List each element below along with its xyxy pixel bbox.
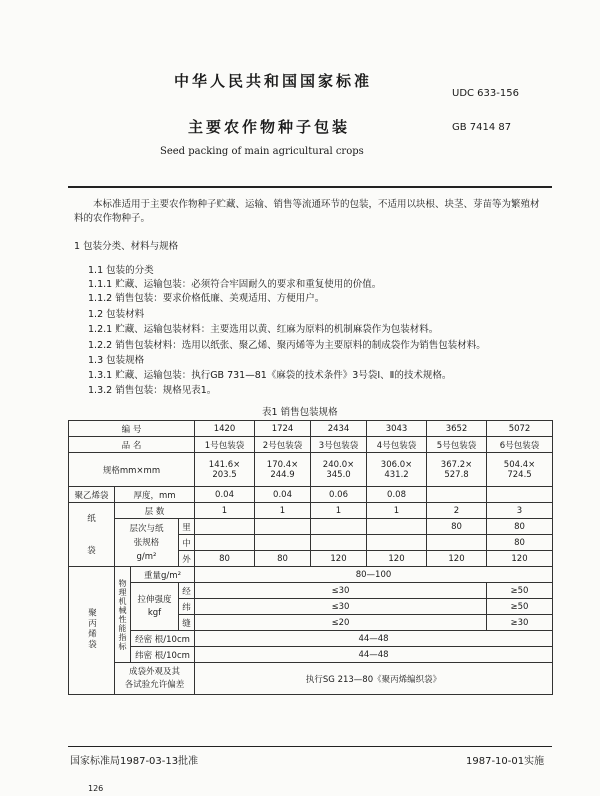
inner-cell xyxy=(255,519,311,535)
inner-cell xyxy=(367,519,427,535)
name-cell: 4号包装袋 xyxy=(367,437,427,453)
code-cell: 5072 xyxy=(487,421,553,437)
outer-cell: 120 xyxy=(487,551,553,567)
layers-cell: 1 xyxy=(311,503,367,519)
standard-title: 主要农作物种子包装 xyxy=(188,118,351,136)
name-cell: 5号包装袋 xyxy=(427,437,487,453)
thickness-cell xyxy=(487,487,553,503)
seam-value-6: ≥30 xyxy=(487,615,553,631)
table-row xyxy=(69,631,553,647)
weft-density-label: 纬密 根/10cm xyxy=(131,647,195,663)
table-row xyxy=(69,583,553,599)
paper-spec-label: 层次与纸 张规格 g/m² xyxy=(115,519,179,567)
code-cell: 1420 xyxy=(195,421,255,437)
section-1-3: 1.3 包装规格 xyxy=(88,355,145,366)
outer-cell: 80 xyxy=(255,551,311,567)
udc-code: UDC 633-156 xyxy=(452,88,519,99)
inner-cell: 80 xyxy=(487,519,553,535)
section-1-1-1: 1.1.1 贮藏、运输包装：必须符合牢固耐久的要求和重复使用的价值。 xyxy=(88,279,382,290)
size-cell: 240.0× 345.0 xyxy=(311,453,367,487)
english-title: Seed packing of main agricultural crops xyxy=(160,146,364,157)
table-row xyxy=(69,503,553,519)
table-row xyxy=(69,519,553,535)
table-row xyxy=(69,421,553,437)
section-1-2-2: 1.2.2 销售包装材料：选用以纸张、聚乙烯、聚丙烯等为主要原料的制成袋作为销售包装材料。 xyxy=(88,340,486,351)
middle-layer-label: 中 xyxy=(179,535,195,551)
table-row xyxy=(69,453,553,487)
size-cell: 367.2× 527.8 xyxy=(427,453,487,487)
issued-date: 国家标准局1987-03-13批准 xyxy=(70,756,199,767)
layers-cell: 3 xyxy=(487,503,553,519)
weight-label: 重量g/m² xyxy=(131,567,195,583)
code-label: 编 号 xyxy=(69,421,195,437)
inner-layer-label: 里 xyxy=(179,519,195,535)
thickness-cell: 0.08 xyxy=(367,487,427,503)
pe-bag-label: 聚乙烯袋 xyxy=(69,487,115,503)
table-row xyxy=(69,567,553,583)
outer-layer-label: 外 xyxy=(179,551,195,567)
outer-cell: 120 xyxy=(367,551,427,567)
intro-paragraph: 本标准适用于主要农作物种子贮藏、运输、销售等流通环节的包装，不适用以块根、块茎、芽苗等为繁殖材料的农作物种子。 xyxy=(74,199,540,224)
section-1-1-2: 1.1.2 销售包装：要求价格低廉、美观适用、方便用户。 xyxy=(88,293,325,304)
thickness-label: 厚度，mm xyxy=(115,487,195,503)
warp-density-value: 44—48 xyxy=(195,631,553,647)
warp-density-label: 经密 根/10cm xyxy=(131,631,195,647)
table-row xyxy=(69,663,553,695)
inner-cell: 80 xyxy=(427,519,487,535)
middle-cell xyxy=(311,535,367,551)
code-cell: 3043 xyxy=(367,421,427,437)
top-rule xyxy=(68,186,552,188)
layers-cell: 2 xyxy=(427,503,487,519)
section-1: 1 包装分类、材料与规格 xyxy=(74,241,179,252)
inner-cell xyxy=(311,519,367,535)
table-row xyxy=(69,647,553,663)
code-cell: 3652 xyxy=(427,421,487,437)
name-cell: 6号包装袋 xyxy=(487,437,553,453)
section-1-2-1: 1.2.1 贮藏、运输包装材料：主要选用以黄、红麻为原料的机制麻袋作为包装材料。 xyxy=(88,324,439,335)
weft-density-value: 44—48 xyxy=(195,647,553,663)
section-1-3-1: 1.3.1 贮藏、运输包装：执行GB 731—81《麻袋的技术条件》3号袋Ⅰ、Ⅱ的技术规格。 xyxy=(88,370,452,381)
middle-cell xyxy=(427,535,487,551)
gb-number: GB 7414 87 xyxy=(452,122,512,133)
table-caption: 表1 销售包装规格 xyxy=(262,407,338,418)
code-cell: 2434 xyxy=(311,421,367,437)
warp-label: 经 xyxy=(179,583,195,599)
weft-label: 纬 xyxy=(179,599,195,615)
pp-bag-label: 聚丙烯袋 xyxy=(69,567,115,695)
outer-cell: 80 xyxy=(195,551,255,567)
size-label: 规格mm×mm xyxy=(69,453,195,487)
outer-cell: 120 xyxy=(311,551,367,567)
packing-spec-table xyxy=(68,420,553,695)
thickness-cell xyxy=(427,487,487,503)
effective-date: 1987-10-01实施 xyxy=(466,756,545,767)
middle-cell xyxy=(255,535,311,551)
size-cell: 141.6× 203.5 xyxy=(195,453,255,487)
weight-value: 80—100 xyxy=(195,567,553,583)
thickness-cell: 0.04 xyxy=(195,487,255,503)
weft-value-6: ≥50 xyxy=(487,599,553,615)
appearance-value: 执行SG 213—80《聚丙烯编织袋》 xyxy=(195,663,553,695)
name-cell: 1号包装袋 xyxy=(195,437,255,453)
size-cell: 170.4× 244.9 xyxy=(255,453,311,487)
thickness-cell: 0.04 xyxy=(255,487,311,503)
appearance-label: 成袋外观及其 各试验允许偏差 xyxy=(115,663,195,695)
bottom-rule xyxy=(68,746,552,747)
section-1-2: 1.2 包装材料 xyxy=(88,309,145,320)
org-title: 中华人民共和国国家标准 xyxy=(174,72,373,90)
layers-cell: 1 xyxy=(367,503,427,519)
layers-cell: 1 xyxy=(195,503,255,519)
name-label: 品 名 xyxy=(69,437,195,453)
inner-cell xyxy=(195,519,255,535)
size-cell: 306.0× 431.2 xyxy=(367,453,427,487)
page-number: 126 xyxy=(88,784,104,793)
name-cell: 2号包装袋 xyxy=(255,437,311,453)
name-cell: 3号包装袋 xyxy=(311,437,367,453)
seam-label: 缝 xyxy=(179,615,195,631)
middle-cell xyxy=(367,535,427,551)
outer-cell: 120 xyxy=(427,551,487,567)
section-1-3-2: 1.3.2 销售包装：规格见表1。 xyxy=(88,385,217,396)
table-row xyxy=(69,437,553,453)
size-cell: 504.4× 724.5 xyxy=(487,453,553,487)
layers-label: 层 数 xyxy=(115,503,195,519)
code-cell: 1724 xyxy=(255,421,311,437)
layers-cell: 1 xyxy=(255,503,311,519)
seam-value: ≤20 xyxy=(195,615,487,631)
table-row xyxy=(69,487,553,503)
middle-cell: 80 xyxy=(487,535,553,551)
warp-value-6: ≥50 xyxy=(487,583,553,599)
tensile-label: 拉伸强度 kgf xyxy=(131,583,179,631)
phys-label: 物理机械性能指标 xyxy=(115,567,131,663)
middle-cell xyxy=(195,535,255,551)
section-1-1: 1.1 包装的分类 xyxy=(88,265,154,276)
thickness-cell: 0.06 xyxy=(311,487,367,503)
warp-value: ≤30 xyxy=(195,583,487,599)
weft-value: ≤30 xyxy=(195,599,487,615)
paper-bag-label: 纸 袋 xyxy=(69,503,115,567)
